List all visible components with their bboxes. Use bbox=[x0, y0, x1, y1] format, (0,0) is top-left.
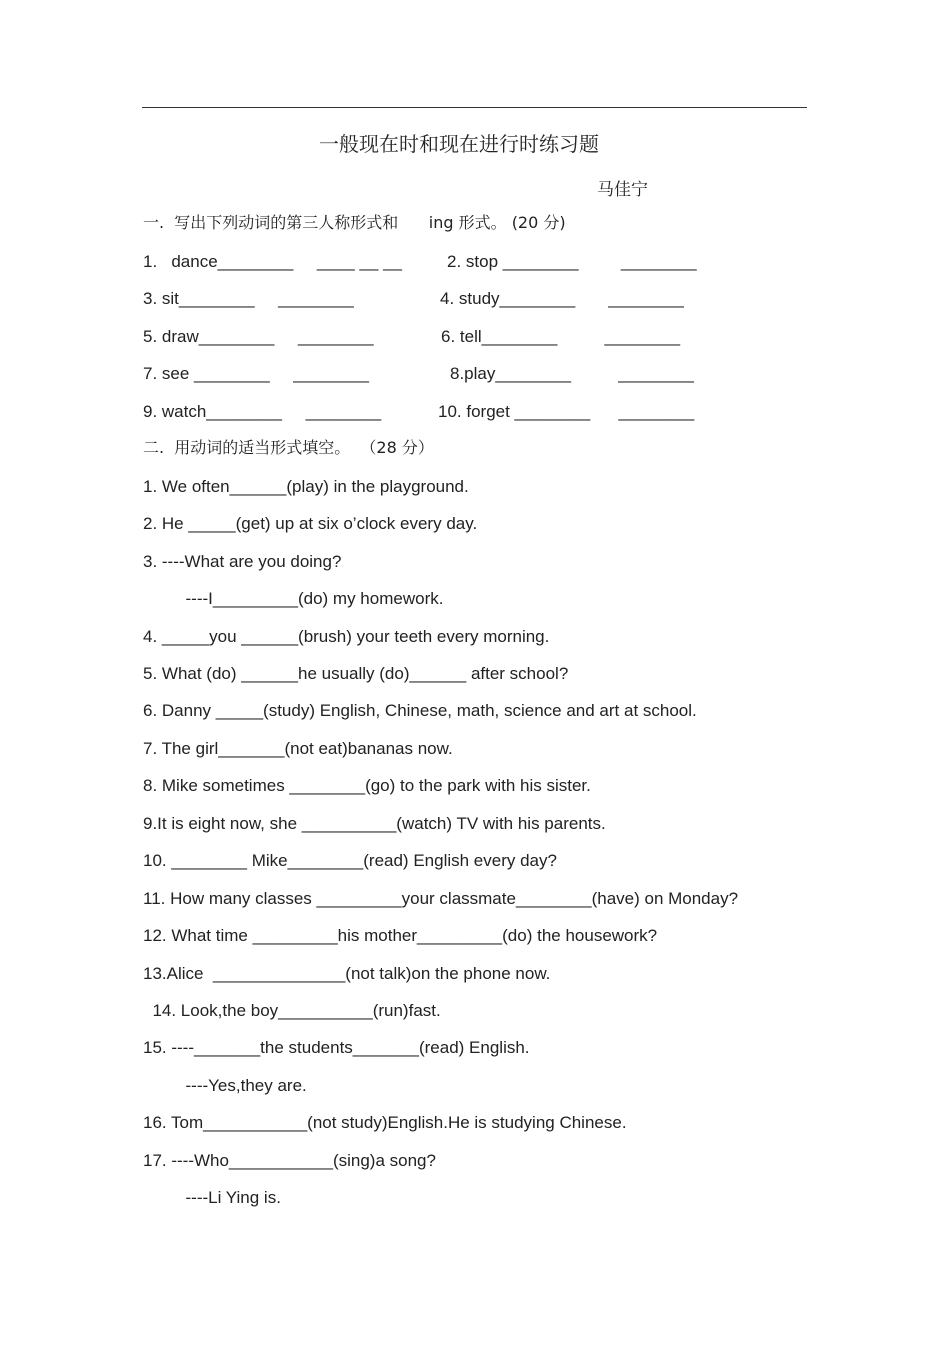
page-title: 一般现在时和现在进行时练习题 bbox=[319, 132, 599, 156]
exercise-item: 12. What time _________his mother_________(do) the housework? bbox=[143, 926, 658, 945]
exercise-item: 3. ----What are you doing? bbox=[143, 552, 342, 571]
section2-heading: 二. 用动词的适当形式填空。 （28 分） bbox=[143, 438, 434, 457]
exercise-item: 14. Look,the boy__________(run)fast. bbox=[143, 1001, 441, 1020]
verb-row-1-left: 1. dance________ ____ __ __ bbox=[143, 252, 403, 271]
author-name: 马佳宁 bbox=[597, 180, 648, 200]
exercise-item: 16. Tom___________(not study)English.He is studying Chinese. bbox=[143, 1113, 627, 1132]
exercise-item: 9.It is eight now, she __________(watch) TV with his parents. bbox=[143, 814, 606, 833]
verb-row-2-right: 4. study________ ________ bbox=[440, 289, 684, 308]
exercise-item: ----Yes,they are. bbox=[143, 1076, 307, 1095]
header-rule bbox=[142, 107, 807, 108]
exercise-item: 13.Alice ______________(not talk)on the phone now. bbox=[143, 964, 551, 983]
exercise-item: 6. Danny _____(study) English, Chinese, math, science and art at school. bbox=[143, 701, 697, 720]
verb-row-3-left: 5. draw________ ________ bbox=[143, 327, 374, 346]
verb-row-3-right: 6. tell________ ________ bbox=[441, 327, 681, 346]
verb-row-5-right: 10. forget ________ ________ bbox=[438, 402, 695, 421]
exercise-item: 1. We often______(play) in the playground. bbox=[143, 477, 469, 496]
exercise-item: 10. ________ Mike________(read) English every day? bbox=[143, 851, 557, 870]
verb-row-4-right: 8.play________ ________ bbox=[450, 364, 694, 383]
verb-row-1-right: 2. stop ________ ________ bbox=[447, 252, 697, 271]
exercise-item: 5. What (do) ______he usually (do)______ after school? bbox=[143, 664, 569, 683]
verb-row-2-left: 3. sit________ ________ bbox=[143, 289, 354, 308]
exercise-item: 7. The girl_______(not eat)bananas now. bbox=[143, 739, 453, 758]
exercise-item: 17. ----Who___________(sing)a song? bbox=[143, 1151, 436, 1170]
verb-row-5-left: 9. watch________ ________ bbox=[143, 402, 382, 421]
exercise-item: ----I_________(do) my homework. bbox=[143, 589, 444, 608]
section1-heading: 一. 写出下列动词的第三人称形式和 ing 形式。 (20 分) bbox=[143, 213, 566, 232]
exercise-item: ----Li Ying is. bbox=[143, 1188, 281, 1207]
exercise-item: 8. Mike sometimes ________(go) to the park with his sister. bbox=[143, 776, 591, 795]
exercise-item: 4. _____you ______(brush) your teeth every morning. bbox=[143, 627, 550, 646]
exercise-item: 11. How many classes _________your classmate________(have) on Monday? bbox=[143, 889, 739, 908]
exercise-item: 15. ----_______the students_______(read) English. bbox=[143, 1038, 530, 1057]
exercise-item: 2. He _____(get) up at six o’clock every day. bbox=[143, 514, 478, 533]
verb-row-4-left: 7. see ________ ________ bbox=[143, 364, 369, 383]
